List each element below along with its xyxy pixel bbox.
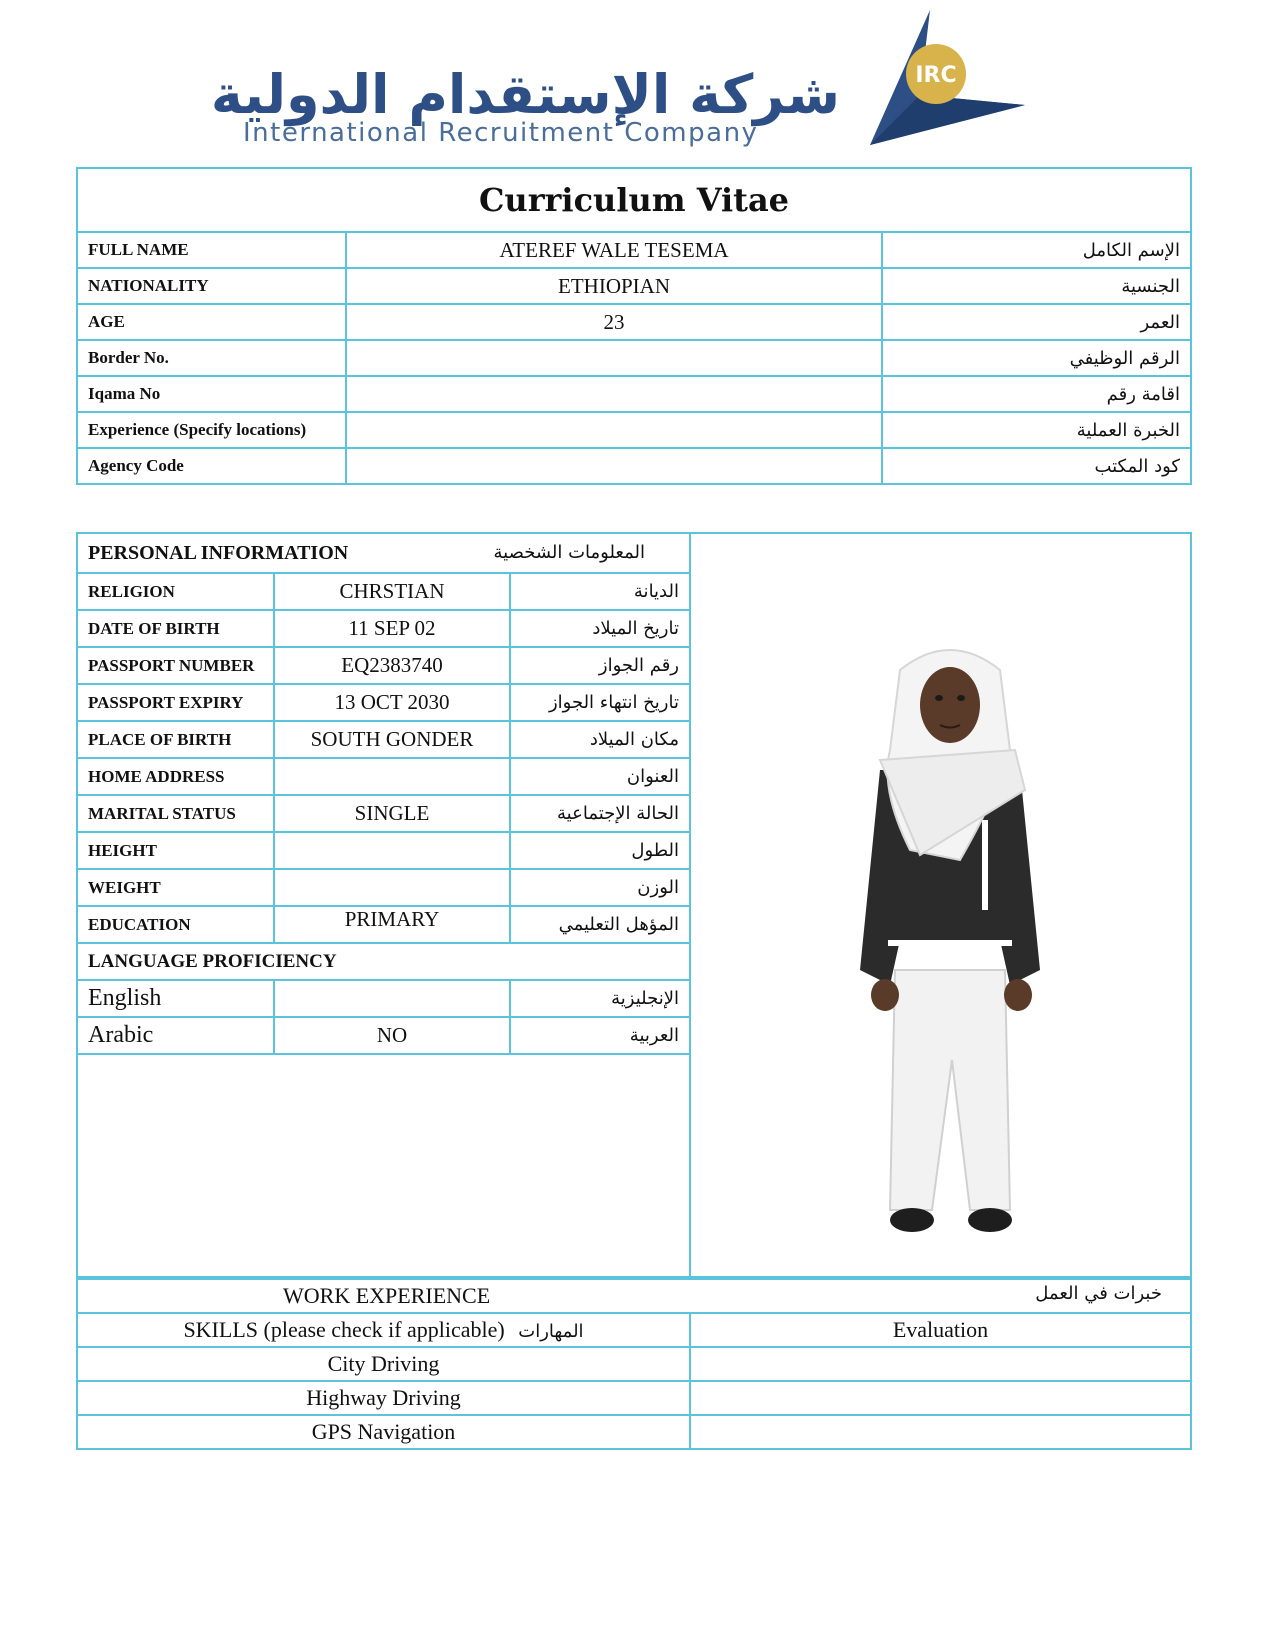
photo-right-hand: [1004, 979, 1032, 1011]
personal-arabic-label: الوزن: [510, 869, 690, 906]
personal-row-date-of-birth: [77, 610, 690, 647]
cv-arabic-label: كود المكتب: [882, 448, 1191, 484]
personal-value: SOUTH GONDER: [274, 721, 510, 758]
cv-row-agency-code: [77, 448, 1191, 484]
personal-info-header: [77, 533, 690, 573]
cv-value: ETHIOPIAN: [346, 268, 882, 304]
personal-row-place-of-birth: [77, 721, 690, 758]
work-experience-table: [76, 1278, 1192, 1450]
personal-row-passport-number: [77, 647, 690, 684]
cv-label: NATIONALITY: [77, 268, 346, 304]
cv-row-experience: [77, 412, 1191, 448]
work-experience-title: WORK EXPERIENCE: [283, 1283, 491, 1308]
personal-arabic-label: الطول: [510, 832, 690, 869]
personal-label: DATE OF BIRTH: [77, 610, 274, 647]
cv-label: Agency Code: [77, 448, 346, 484]
personal-arabic-label: الحالة الإجتماعية: [510, 795, 690, 832]
cv-row-iqama-no: [77, 376, 1191, 412]
skills-title: SKILLS (please check if applicable): [183, 1317, 505, 1342]
personal-arabic-label: تاريخ الميلاد: [510, 610, 690, 647]
language-value: NO: [274, 1017, 510, 1054]
cv-row-age: [77, 304, 1191, 340]
cv-row-border-no: [77, 340, 1191, 376]
skill-label: GPS Navigation: [77, 1415, 690, 1449]
language-label: English: [77, 980, 274, 1017]
cv-row-full-name: [77, 232, 1191, 268]
personal-value: SINGLE: [274, 795, 510, 832]
cv-arabic-label: العمر: [882, 304, 1191, 340]
skills-title-arabic: المهارات: [518, 1321, 584, 1342]
cv-label: Experience (Specify locations): [77, 412, 346, 448]
language-proficiency-header-row: [77, 943, 690, 980]
cv-value: ATEREF WALE TESEMA: [346, 232, 882, 268]
skill-evaluation-cell[interactable]: [690, 1381, 1191, 1415]
photo-jacket-stripe: [888, 940, 1012, 946]
work-experience-title-arabic: خبرات في العمل: [1035, 1283, 1162, 1304]
cv-value: [346, 340, 882, 376]
personal-value: [274, 832, 510, 869]
personal-row-passport-expiry: [77, 684, 690, 721]
cv-row-nationality: [77, 268, 1191, 304]
language-arabic-label: العربية: [510, 1017, 690, 1054]
company-logo-mark: [860, 0, 1090, 160]
personal-info-table: [76, 532, 691, 1055]
personal-arabic-label: رقم الجواز: [510, 647, 690, 684]
photo-right-eye: [957, 695, 965, 701]
personal-arabic-label: الديانة: [510, 573, 690, 610]
personal-value: 13 OCT 2030: [274, 684, 510, 721]
cv-arabic-label: الإسم الكامل: [882, 232, 1191, 268]
logo-arabic-text: شركة الإستقدام الدولية: [210, 63, 840, 126]
cv-title-row: [77, 168, 1191, 232]
personal-arabic-label: المؤهل التعليمي: [510, 906, 690, 943]
personal-value: [274, 869, 510, 906]
skill-evaluation-cell[interactable]: [690, 1415, 1191, 1449]
skills-header: [77, 1313, 690, 1347]
photo-trousers: [890, 970, 1010, 1210]
language-row-arabic: [77, 1017, 690, 1054]
personal-label: EDUCATION: [77, 906, 274, 943]
skill-row-gps-navigation: [77, 1415, 1191, 1449]
personal-row-education: [77, 906, 690, 943]
personal-info-title: PERSONAL INFORMATION: [88, 541, 349, 564]
skill-evaluation-cell[interactable]: [690, 1347, 1191, 1381]
cv-arabic-label: اقامة رقم: [882, 376, 1191, 412]
work-experience-header: [77, 1279, 1191, 1313]
skill-label: City Driving: [77, 1347, 690, 1381]
photo-right-shoe: [968, 1208, 1012, 1232]
personal-value: CHRSTIAN: [274, 573, 510, 610]
personal-label: PASSPORT EXPIRY: [77, 684, 274, 721]
cv-value: [346, 412, 882, 448]
photo-left-hand: [871, 979, 899, 1011]
cv-value: [346, 448, 882, 484]
candidate-photo: [840, 640, 1060, 1260]
language-proficiency-title: LANGUAGE PROFICIENCY: [77, 943, 690, 980]
language-label: Arabic: [77, 1017, 274, 1054]
skill-row-highway-driving: [77, 1381, 1191, 1415]
logo-badge-text: IRC: [915, 63, 957, 88]
photo-face: [920, 667, 980, 743]
cv-label: Border No.: [77, 340, 346, 376]
personal-value: [274, 758, 510, 795]
cv-label: AGE: [77, 304, 346, 340]
personal-arabic-label: مكان الميلاد: [510, 721, 690, 758]
language-value: [274, 980, 510, 1017]
personal-arabic-label: العنوان: [510, 758, 690, 795]
cv-summary-table: [76, 167, 1192, 485]
personal-row-marital-status: [77, 795, 690, 832]
personal-label: MARITAL STATUS: [77, 795, 274, 832]
cv-arabic-label: الرقم الوظيفي: [882, 340, 1191, 376]
skill-label: Highway Driving: [77, 1381, 690, 1415]
work-experience-header-row: [77, 1279, 1191, 1313]
personal-row-religion: [77, 573, 690, 610]
personal-label: PASSPORT NUMBER: [77, 647, 274, 684]
personal-value: PRIMARY: [274, 906, 510, 943]
personal-label: WEIGHT: [77, 869, 274, 906]
skill-row-city-driving: [77, 1347, 1191, 1381]
logo-english-text: International Recruitment Company: [243, 118, 759, 148]
personal-info-title-arabic: المعلومات الشخصية: [493, 541, 645, 563]
language-row-english: [77, 980, 690, 1017]
personal-value: 11 SEP 02: [274, 610, 510, 647]
personal-info-header-row: [77, 533, 690, 573]
cv-label: FULL NAME: [77, 232, 346, 268]
personal-label: RELIGION: [77, 573, 274, 610]
cv-value: [346, 376, 882, 412]
personal-row-height: [77, 832, 690, 869]
cv-value: 23: [346, 304, 882, 340]
cv-arabic-label: الخبرة العملية: [882, 412, 1191, 448]
personal-row-home-address: [77, 758, 690, 795]
personal-label: PLACE OF BIRTH: [77, 721, 274, 758]
language-arabic-label: الإنجليزية: [510, 980, 690, 1017]
personal-label: HOME ADDRESS: [77, 758, 274, 795]
personal-value: EQ2383740: [274, 647, 510, 684]
photo-jacket-zip: [982, 820, 988, 910]
skills-header-row: [77, 1313, 1191, 1347]
cv-label: Iqama No: [77, 376, 346, 412]
evaluation-header: Evaluation: [690, 1313, 1191, 1347]
personal-row-weight: [77, 869, 690, 906]
personal-label: HEIGHT: [77, 832, 274, 869]
cv-title: Curriculum Vitae: [77, 168, 1191, 232]
cv-arabic-label: الجنسية: [882, 268, 1191, 304]
personal-arabic-label: تاريخ انتهاء الجواز: [510, 684, 690, 721]
photo-left-eye: [935, 695, 943, 701]
photo-left-shoe: [890, 1208, 934, 1232]
